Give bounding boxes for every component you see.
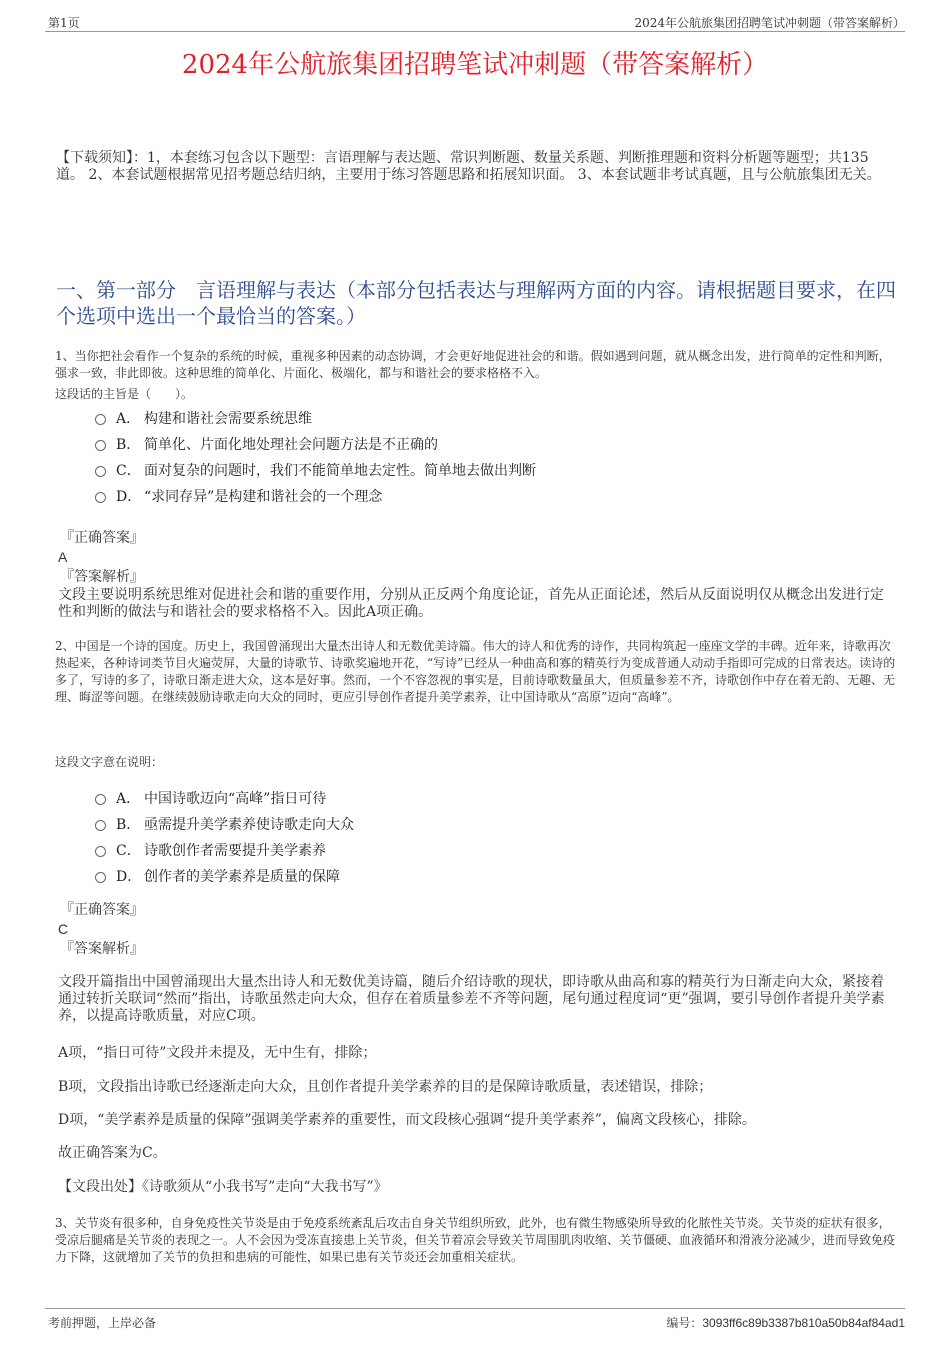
question-2-option-d[interactable]	[95, 868, 340, 886]
document-title: 2024年公航旅集团招聘笔试冲刺题（带答案解析）	[181, 50, 769, 80]
question-2-source: 【文段出处】《诗歌须从“小我书写”走向“大我书写”》	[58, 1179, 388, 1195]
radio-icon[interactable]	[95, 440, 106, 451]
running-title: 2024年公航旅集团招聘笔试冲刺题（带答案解析）	[634, 16, 905, 30]
question-1-option-a[interactable]	[95, 410, 312, 428]
download-notice: 【下载须知】：1，本套练习包含以下题型：言语理解与表达题、常识判断题、数量关系题、判断推理题和资料分析题等题型；共135道。 2、本套试题根据常见招考题总结归纳，主要用于练习答题思路和拓展知识面。 3、本套试题非考试真题，且与公航旅集团无关。	[56, 150, 881, 183]
option-letter: A．	[116, 791, 141, 807]
radio-icon[interactable]	[95, 846, 106, 857]
question-3-text: 3、关节炎有很多种，自身免疫性关节炎是由于免疫系统紊乱后攻击自身关节组织所致，此外，也有微生物感染所导致的化脓性关节炎。关节炎的症状有很多，受凉后腿痛是关节炎的表现之一。人不会因为受冻直接患上关节炎，但关节着凉会导致关节周围肌肉收缩、关节僵硬、血液循环和滑液分泌减少，进而导致免疫力下降，这就增加了关节的负担和患病的可能性，如果已患有关节炎还会加重相关症状。	[55, 1216, 896, 1264]
question-2-note-b: B项，文段指出诗歌已经逐渐走向大众，且创作者提升美学素养的目的是保障诗歌质量，表述错误，排除；	[58, 1079, 713, 1095]
radio-icon[interactable]	[95, 872, 106, 883]
question-2-note-a: A项，“指日可待”文段并未提及，无中生有，排除；	[58, 1045, 377, 1061]
question-2-text: 2、中国是一个诗的国度。历史上，我国曾涌现出大量杰出诗人和无数优美诗篇。伟大的诗人和优秀的诗作，共同构筑起一座座文学的丰碑。近年来，诗歌再次热起来，各种诗词类节目火遍荧屏，大量的诗歌节、诗歌奖遍地开花，“写诗”已经从一种曲高和寡的精英行为变成普通人动动手指即可完成的日常表达。读诗的多了，写诗的多了，诗歌日渐走进大众，这本是好事。然而，一个不容忽视的事实是，目前诗歌数量虽大，但质量参差不齐，诗歌创作中存在着无韵、无趣、无理、晦涩等问题。在继续鼓励诗歌走向大众的同时，更应引导创作者提升美学素养，让中国诗歌从“高原”迈向“高峰”。	[55, 639, 896, 704]
option-text: 创作者的美学素养是质量的保障	[144, 869, 340, 885]
page-number: 第1页	[48, 16, 80, 30]
question-2-prompt: 这段文字意在说明：	[55, 755, 164, 769]
radio-icon[interactable]	[95, 414, 106, 425]
question-1-analysis: 文段主要说明系统思维对促进社会和谐的重要作用，分别从正反两个角度论证，首先从正面论述，然后从反面说明仅从概念出发进行定性和判断的做法与和谐社会的要求格格不入。因此A项正确。	[58, 587, 884, 620]
radio-icon[interactable]	[95, 794, 106, 805]
option-text: “求同存异”是构建和谐社会的一个理念	[144, 489, 383, 505]
question-1-option-c[interactable]	[95, 462, 536, 480]
option-letter: B．	[116, 817, 141, 833]
question-2-option-a[interactable]	[95, 790, 326, 808]
document-id-value: 3093ff6c89b3387b810a50b84af84ad1	[702, 1316, 905, 1330]
question-1-analysis-label: 『答案解析』	[60, 569, 144, 585]
option-letter: B．	[116, 437, 141, 453]
option-text: 亟需提升美学素养使诗歌走向大众	[144, 817, 354, 833]
option-text: 构建和谐社会需要系统思维	[144, 411, 312, 427]
radio-icon[interactable]	[95, 466, 106, 477]
question-2-answer-label: 『正确答案』	[60, 902, 144, 918]
radio-icon[interactable]	[95, 820, 106, 831]
option-letter: C．	[116, 843, 141, 859]
radio-icon[interactable]	[95, 492, 106, 503]
option-text: 中国诗歌迈向“高峰”指日可待	[144, 791, 327, 807]
question-1-option-b[interactable]	[95, 436, 438, 454]
question-2-note-d: D项，“美学素养是质量的保障”强调美学素养的重要性，而文段核心强调“提升美学素养”，偏离文段核心，排除。	[58, 1112, 756, 1128]
option-text: 简单化、片面化地处理社会问题方法是不正确的	[144, 437, 438, 453]
document-id-label: 编号：	[666, 1316, 703, 1330]
section-heading: 一、第一部分 言语理解与表达（本部分包括表达与理解两方面的内容。请根据题目要求，在四个选项中选出一个最恰当的答案。）	[56, 278, 896, 328]
option-text: 诗歌创作者需要提升美学素养	[144, 843, 326, 859]
option-letter: D．	[116, 869, 142, 885]
footer-slogan: 考前押题，上岸必备	[48, 1316, 157, 1330]
question-2-conclusion: 故正确答案为C。	[58, 1145, 167, 1161]
question-1-option-d[interactable]	[95, 488, 382, 506]
question-1-answer-label: 『正确答案』	[60, 530, 144, 546]
question-1-answer: A	[58, 549, 68, 565]
question-1-prompt: 这段话的主旨是（ ）。	[55, 387, 194, 401]
footer-divider	[45, 1308, 905, 1309]
document-id	[666, 1314, 905, 1331]
option-letter: D．	[116, 489, 142, 505]
question-1-text: 1、当你把社会看作一个复杂的系统的时候，重视多种因素的动态协调，才会更好地促进社会的和谐。假如遇到问题，就从概念出发，进行简单的定性和判断，强求一致，非此即彼。这种思维的简单化、片面化、极端化，都与和谐社会的要求格格不入。	[55, 349, 891, 380]
option-letter: C．	[116, 463, 141, 479]
question-2-option-b[interactable]	[95, 816, 354, 834]
option-letter: A．	[116, 411, 141, 427]
question-2-option-c[interactable]	[95, 842, 326, 860]
option-text: 面对复杂的问题时，我们不能简单地去定性。简单地去做出判断	[144, 463, 536, 479]
question-2-analysis: 文段开篇指出中国曾涌现出大量杰出诗人和无数优美诗篇，随后介绍诗歌的现状，即诗歌从曲高和寡的精英行为日渐走向大众，紧接着通过转折关联词“然而”指出，诗歌虽然走向大众，但存在着质量参差不齐等问题，尾句通过程度词“更”强调，要引导创作者提升美学素养，以提高诗歌质量，对应C项。	[58, 974, 885, 1024]
question-2-answer: C	[58, 921, 69, 937]
question-2-analysis-label: 『答案解析』	[60, 941, 144, 957]
header-divider	[45, 31, 905, 32]
